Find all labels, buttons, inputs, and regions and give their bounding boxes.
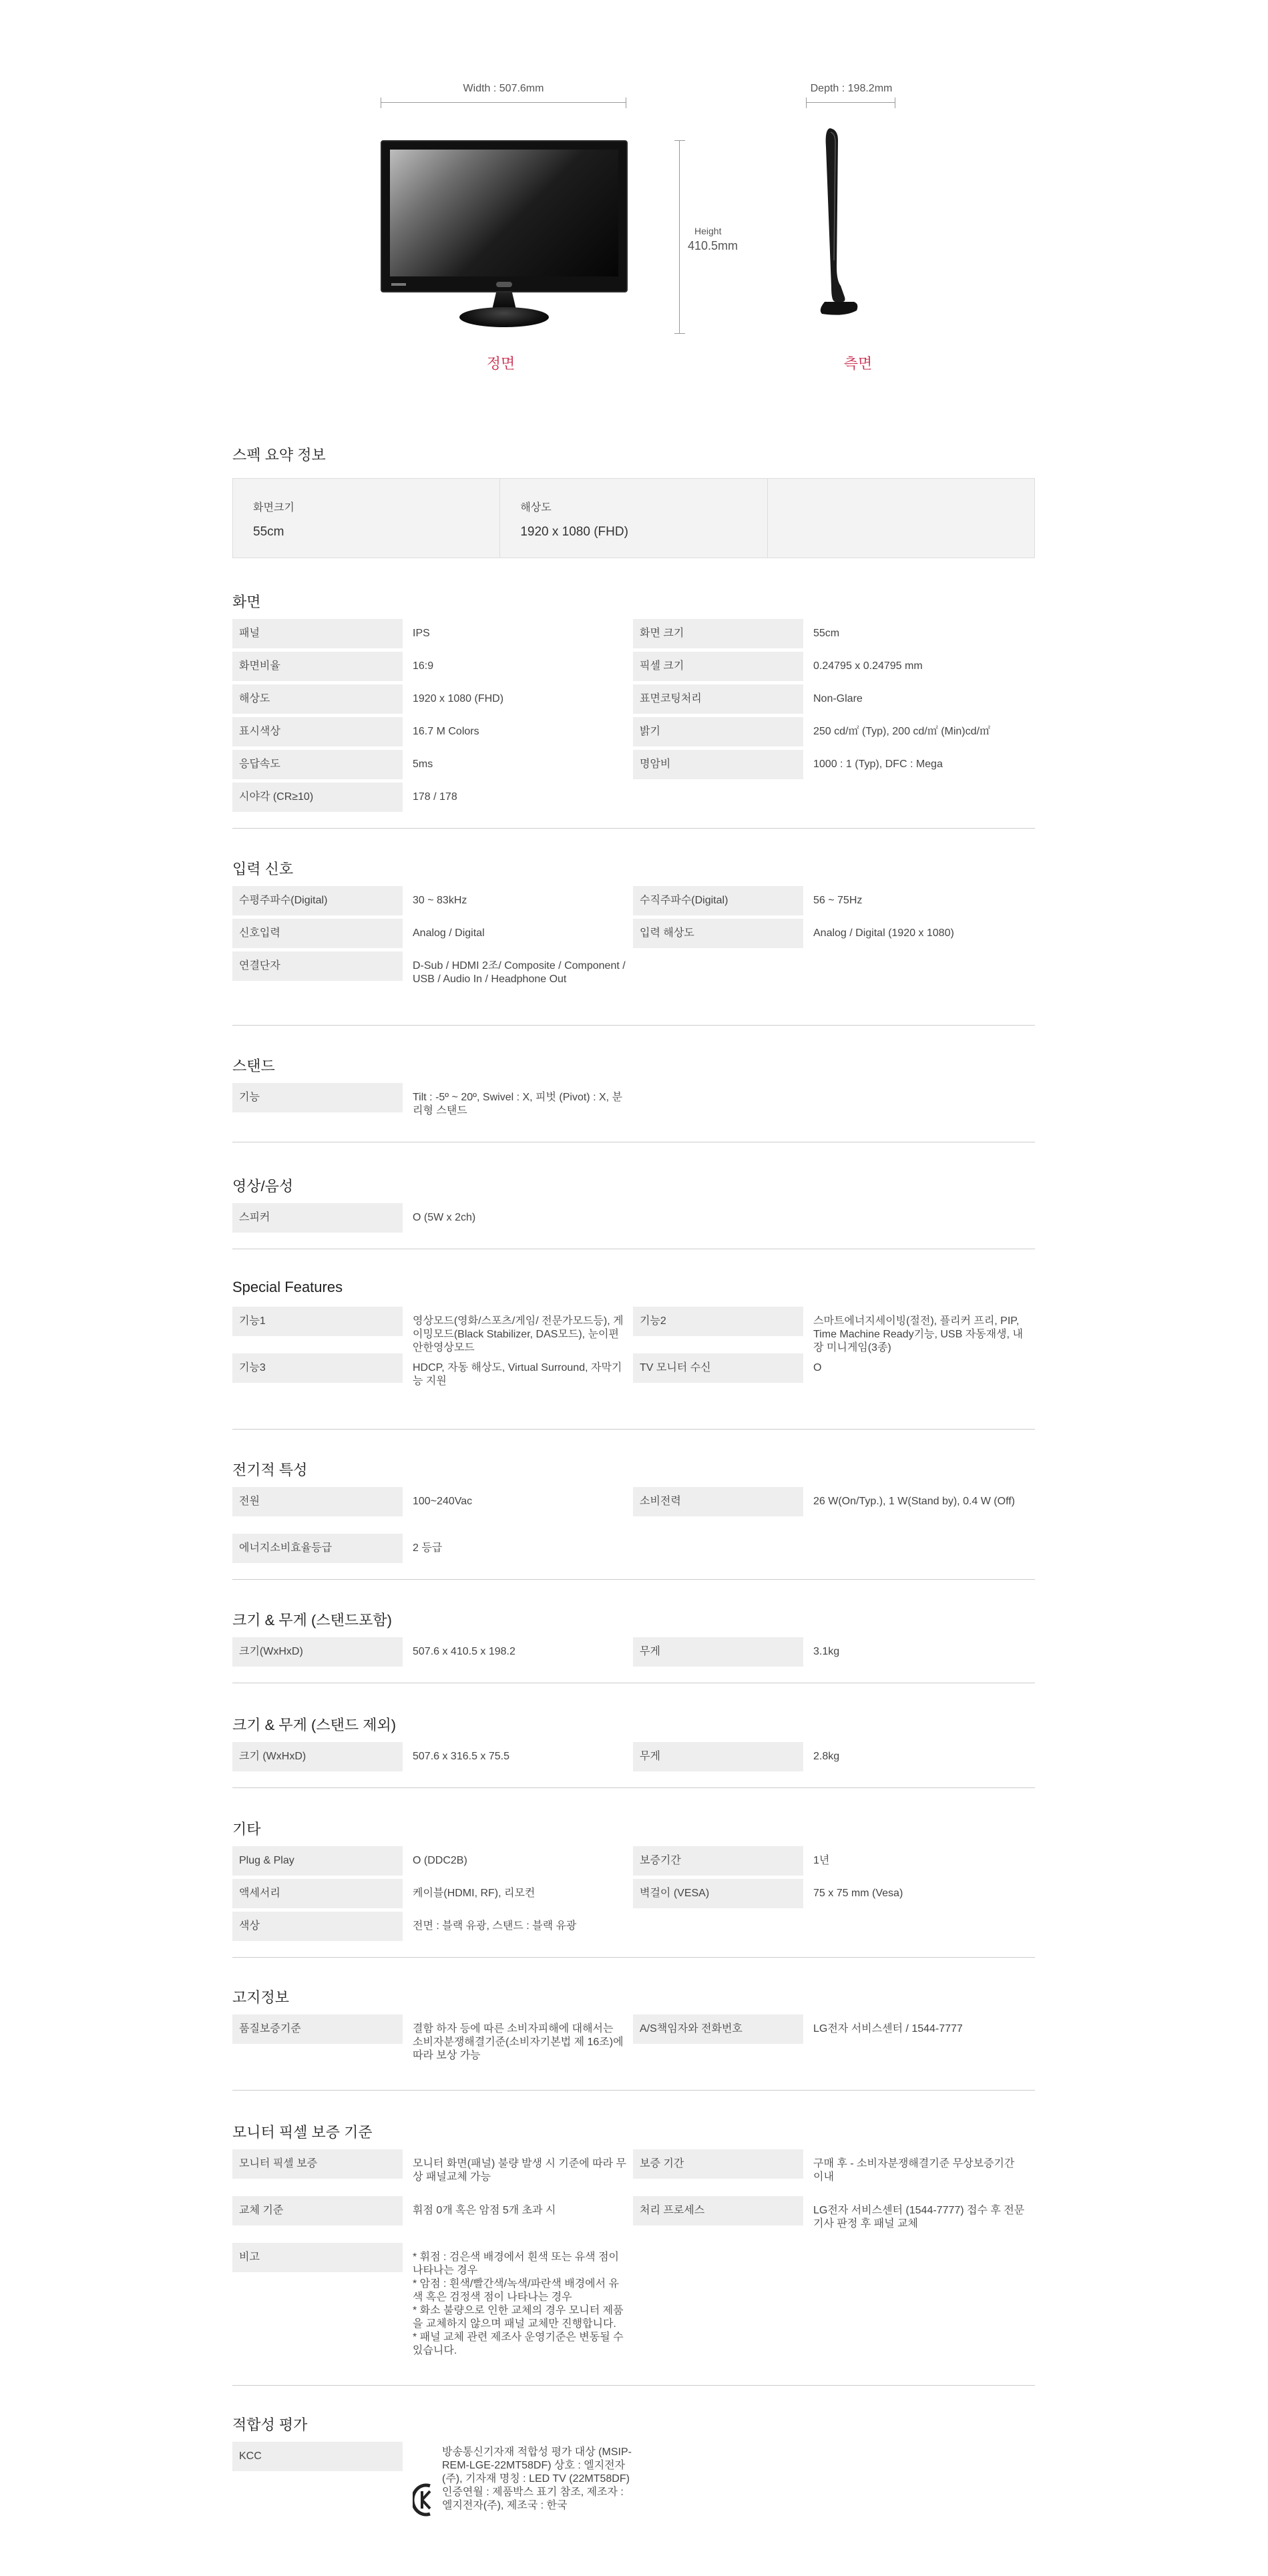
spec-value: 2 등급 [413, 1542, 443, 1554]
section-divider [232, 1429, 1035, 1430]
spec-label: 크기(WxHxD) [232, 1637, 403, 1667]
spec-label: 처리 프로세스 [633, 2196, 803, 2225]
spec-value: 0.24795 x 0.24795 mm [813, 660, 923, 672]
spec-label: Plug & Play [232, 1846, 403, 1876]
spec-value: 250 cd/㎡ (Typ), 200 cd/㎡ (Min)cd/㎡ [813, 726, 990, 737]
spec-label: 기능3 [232, 1353, 403, 1383]
summary-value: 1920 x 1080 (FHD) [520, 525, 628, 539]
spec-label: 화면비율 [232, 652, 403, 681]
spec-value: 56 ~ 75Hz [813, 895, 863, 906]
spec-label: 응답속도 [232, 750, 403, 779]
section-title: 스탠드 [232, 1058, 275, 1074]
spec-label: 표면코팅처리 [633, 684, 803, 714]
section-title: Special Features [232, 1279, 343, 1295]
spec-label: 패널 [232, 619, 403, 648]
height-label-value: 410.5mm [688, 239, 748, 253]
width-label: Width : 507.6mm [450, 83, 557, 95]
spec-label: 크기 (WxHxD) [232, 1742, 403, 1771]
spec-label: 교체 기준 [232, 2196, 403, 2225]
spec-label: TV 모니터 수신 [633, 1353, 803, 1383]
section-title: 크기 & 무게 (스탠드 제외) [232, 1717, 397, 1733]
kc-mark-icon [413, 2483, 438, 2517]
product-dimension-hero [0, 0, 1268, 401]
spec-label: 스피커 [232, 1203, 403, 1233]
spec-value: 507.6 x 410.5 x 198.2 [413, 1646, 515, 1657]
spec-value: IPS [413, 628, 430, 639]
spec-value: 16:9 [413, 660, 434, 672]
spec-label: 보증 기간 [633, 2149, 803, 2179]
spec-label: 무게 [633, 1637, 803, 1667]
spec-label: 기능2 [633, 1307, 803, 1336]
spec-value: O [813, 1362, 822, 1373]
section-title: 영상/음성 [232, 1178, 294, 1195]
spec-value: 26 W(On/Typ.), 1 W(Stand by), 0.4 W (Off) [813, 1496, 1015, 1507]
section-title: 모니터 픽셀 보증 기준 [232, 2124, 373, 2141]
side-view-label: 측면 [843, 355, 873, 372]
section-title: 고지정보 [232, 1989, 290, 2006]
section-divider [232, 1787, 1035, 1788]
spec-value: * 휘점 : 검은색 배경에서 흰색 또는 유색 점이 나타나는 경우 * 암점 : 흰색/빨간색/녹색/파란색 배경에서 유색 혹은 검정색 점이 나타나는 경우 * 화소 불량으로 인한 교체의 경우 모니터 제품을 교체하지 않으며 패널 교체만 진행합니다. * 패널 교체 관련 제조사 운영기준은 변동될 수 있습니다. [413, 2251, 624, 2356]
spec-value: 모니터 화면(패널) 불량 발생 시 기준에 따라 무상 패널교체 가능 [413, 2158, 626, 2183]
summary-cell-size [233, 479, 500, 558]
spec-value: O (5W x 2ch) [413, 1212, 476, 1223]
summary-cell-empty [768, 479, 1034, 558]
spec-label: 벽걸이 (VESA) [633, 1879, 803, 1908]
spec-value: 휘점 0개 혹은 암점 5개 초과 시 [413, 2205, 556, 2216]
spec-value: Analog / Digital (1920 x 1080) [813, 927, 954, 939]
monitor-screen [390, 150, 618, 276]
spec-label: 연결단자 [232, 951, 403, 981]
spec-value: HDCP, 자동 해상도, Virtual Surround, 자막기능 지원 [413, 1362, 622, 1387]
spec-label: A/S책임자와 전화번호 [633, 2014, 803, 2044]
spec-value: 75 x 75 mm (Vesa) [813, 1888, 903, 1899]
section-divider [232, 1579, 1035, 1580]
summary-label: 화면크기 [253, 502, 294, 513]
spec-label: 기능 [232, 1083, 403, 1112]
spec-value: 100~240Vac [413, 1496, 473, 1507]
section-title: 크기 & 무게 (스탠드포함) [232, 1612, 392, 1629]
spec-label: 시야각 (CR≥10) [232, 783, 403, 812]
spec-label: KCC [232, 2442, 403, 2471]
spec-label: 신호입력 [232, 919, 403, 948]
spec-value: 1000 : 1 (Typ), DFC : Mega [813, 759, 943, 770]
spec-value: 16.7 M Colors [413, 726, 479, 737]
summary-box [232, 478, 1035, 558]
spec-value: 3.1kg [813, 1646, 840, 1657]
monitor-side-image [818, 127, 858, 327]
spec-label: 전원 [232, 1487, 403, 1516]
spec-value: 스마트에너지세이빙(절전), 플리커 프리, PIP, Time Machine Ready기능, USB 자동재생, 내장 미니게임(3종) [813, 1315, 1023, 1353]
section-divider [232, 2090, 1035, 2091]
section-title: 전기적 특성 [232, 1462, 308, 1478]
spec-value: 30 ~ 83kHz [413, 895, 467, 906]
section-title: 화면 [232, 594, 261, 610]
summary-value: 55cm [253, 525, 284, 539]
spec-value: LG전자 서비스센터 / 1544-7777 [813, 2023, 963, 2034]
spec-label: 밝기 [633, 717, 803, 746]
spec-label: 소비전력 [633, 1487, 803, 1516]
spec-label: 무게 [633, 1742, 803, 1771]
summary-label: 해상도 [520, 502, 552, 513]
spec-value: 178 / 178 [413, 791, 457, 803]
spec-label: 에너지소비효율등급 [232, 1534, 403, 1563]
monitor-front-image [381, 140, 628, 292]
section-title: 적합성 평가 [232, 2416, 308, 2433]
spec-value: Non-Glare [813, 693, 863, 704]
section-divider [232, 2385, 1035, 2386]
section-divider [232, 828, 1035, 829]
spec-value: 구매 후 - 소비자분쟁해결기준 무상보증기간 이내 [813, 2158, 1015, 2183]
summary-cell-resolution [500, 479, 767, 558]
spec-value: 507.6 x 316.5 x 75.5 [413, 1751, 509, 1762]
spec-value: 케이블(HDMI, RF), 리모컨 [413, 1888, 536, 1899]
summary-title: 스펙 요약 정보 [232, 447, 326, 463]
spec-value: 5ms [413, 759, 433, 770]
spec-label: 명암비 [633, 750, 803, 779]
depth-label: Depth : 198.2mm [801, 83, 901, 95]
spec-label: 품질보증기준 [232, 2014, 403, 2044]
spec-value: Analog / Digital [413, 927, 485, 939]
kc-description: 방송통신기자재 적합성 평가 대상 (MSIP-REM-LGE-22MT58DF) 상호 : 엘지전자(주), 기자재 명칭 : LED TV (22MT58DF) 인증연월 : 제품박스 표기 참조, 제조자 : 엘지전자(주), 제조국 : 한국 [442, 2446, 632, 2511]
spec-value: D-Sub / HDMI 2조/ Composite / Component / USB / Audio In / Headphone Out [413, 960, 626, 985]
section-divider [232, 1957, 1035, 1958]
spec-label: 표시색상 [232, 717, 403, 746]
spec-label: 모니터 픽셀 보증 [232, 2149, 403, 2179]
spec-value: 55cm [813, 628, 840, 639]
spec-label: 해상도 [232, 684, 403, 714]
monitor-badge [391, 283, 406, 286]
spec-label: 입력 해상도 [633, 919, 803, 948]
spec-label: 픽셀 크기 [633, 652, 803, 681]
height-dimension-line [679, 140, 680, 334]
spec-label: 수평주파수(Digital) [232, 886, 403, 915]
spec-value: 1년 [813, 1855, 830, 1866]
spec-value: 영상모드(영화/스포츠/게임/ 전문가모드등), 게이밍모드(Black Stabilizer, DAS모드), 눈이편안한영상모드 [413, 1315, 624, 1353]
spec-value: 1920 x 1080 (FHD) [413, 693, 504, 704]
depth-dimension-line [806, 102, 895, 103]
spec-label: 비고 [232, 2243, 403, 2272]
summary-section [232, 444, 1035, 558]
spec-label: 액세서리 [232, 1879, 403, 1908]
spec-value: LG전자 서비스센터 (1544-7777) 접수 후 전문기사 판정 후 패널 교체 [813, 2205, 1025, 2229]
spec-value: Tilt : -5º ~ 20º, Swivel : X, 피벗 (Pivot) : X, 분리형 스탠드 [413, 1092, 622, 1116]
front-view-label: 정면 [486, 355, 515, 372]
spec-value: 결함 하자 등에 따른 소비자피해에 대해서는 소비자분쟁해결기준(소비자기본법 제 16조)에 따라 보상 가능 [413, 2023, 624, 2061]
spec-label: 수직주파수(Digital) [633, 886, 803, 915]
spec-value: 전면 : 블랙 유광, 스탠드 : 블랙 유광 [413, 1920, 577, 1932]
spec-label: 기능1 [232, 1307, 403, 1336]
lg-logo-icon [496, 282, 512, 287]
section-title: 기타 [232, 1821, 261, 1838]
section-divider [232, 1025, 1035, 1026]
spec-value: O (DDC2B) [413, 1855, 467, 1866]
monitor-stand-base [459, 307, 549, 327]
spec-value: 2.8kg [813, 1751, 840, 1762]
width-dimension-line [381, 102, 626, 103]
spec-label: 색상 [232, 1912, 403, 1941]
spec-label: 보증기간 [633, 1846, 803, 1876]
section-title: 입력 신호 [232, 861, 294, 877]
height-label-top: Height [694, 226, 734, 236]
spec-label: 화면 크기 [633, 619, 803, 648]
